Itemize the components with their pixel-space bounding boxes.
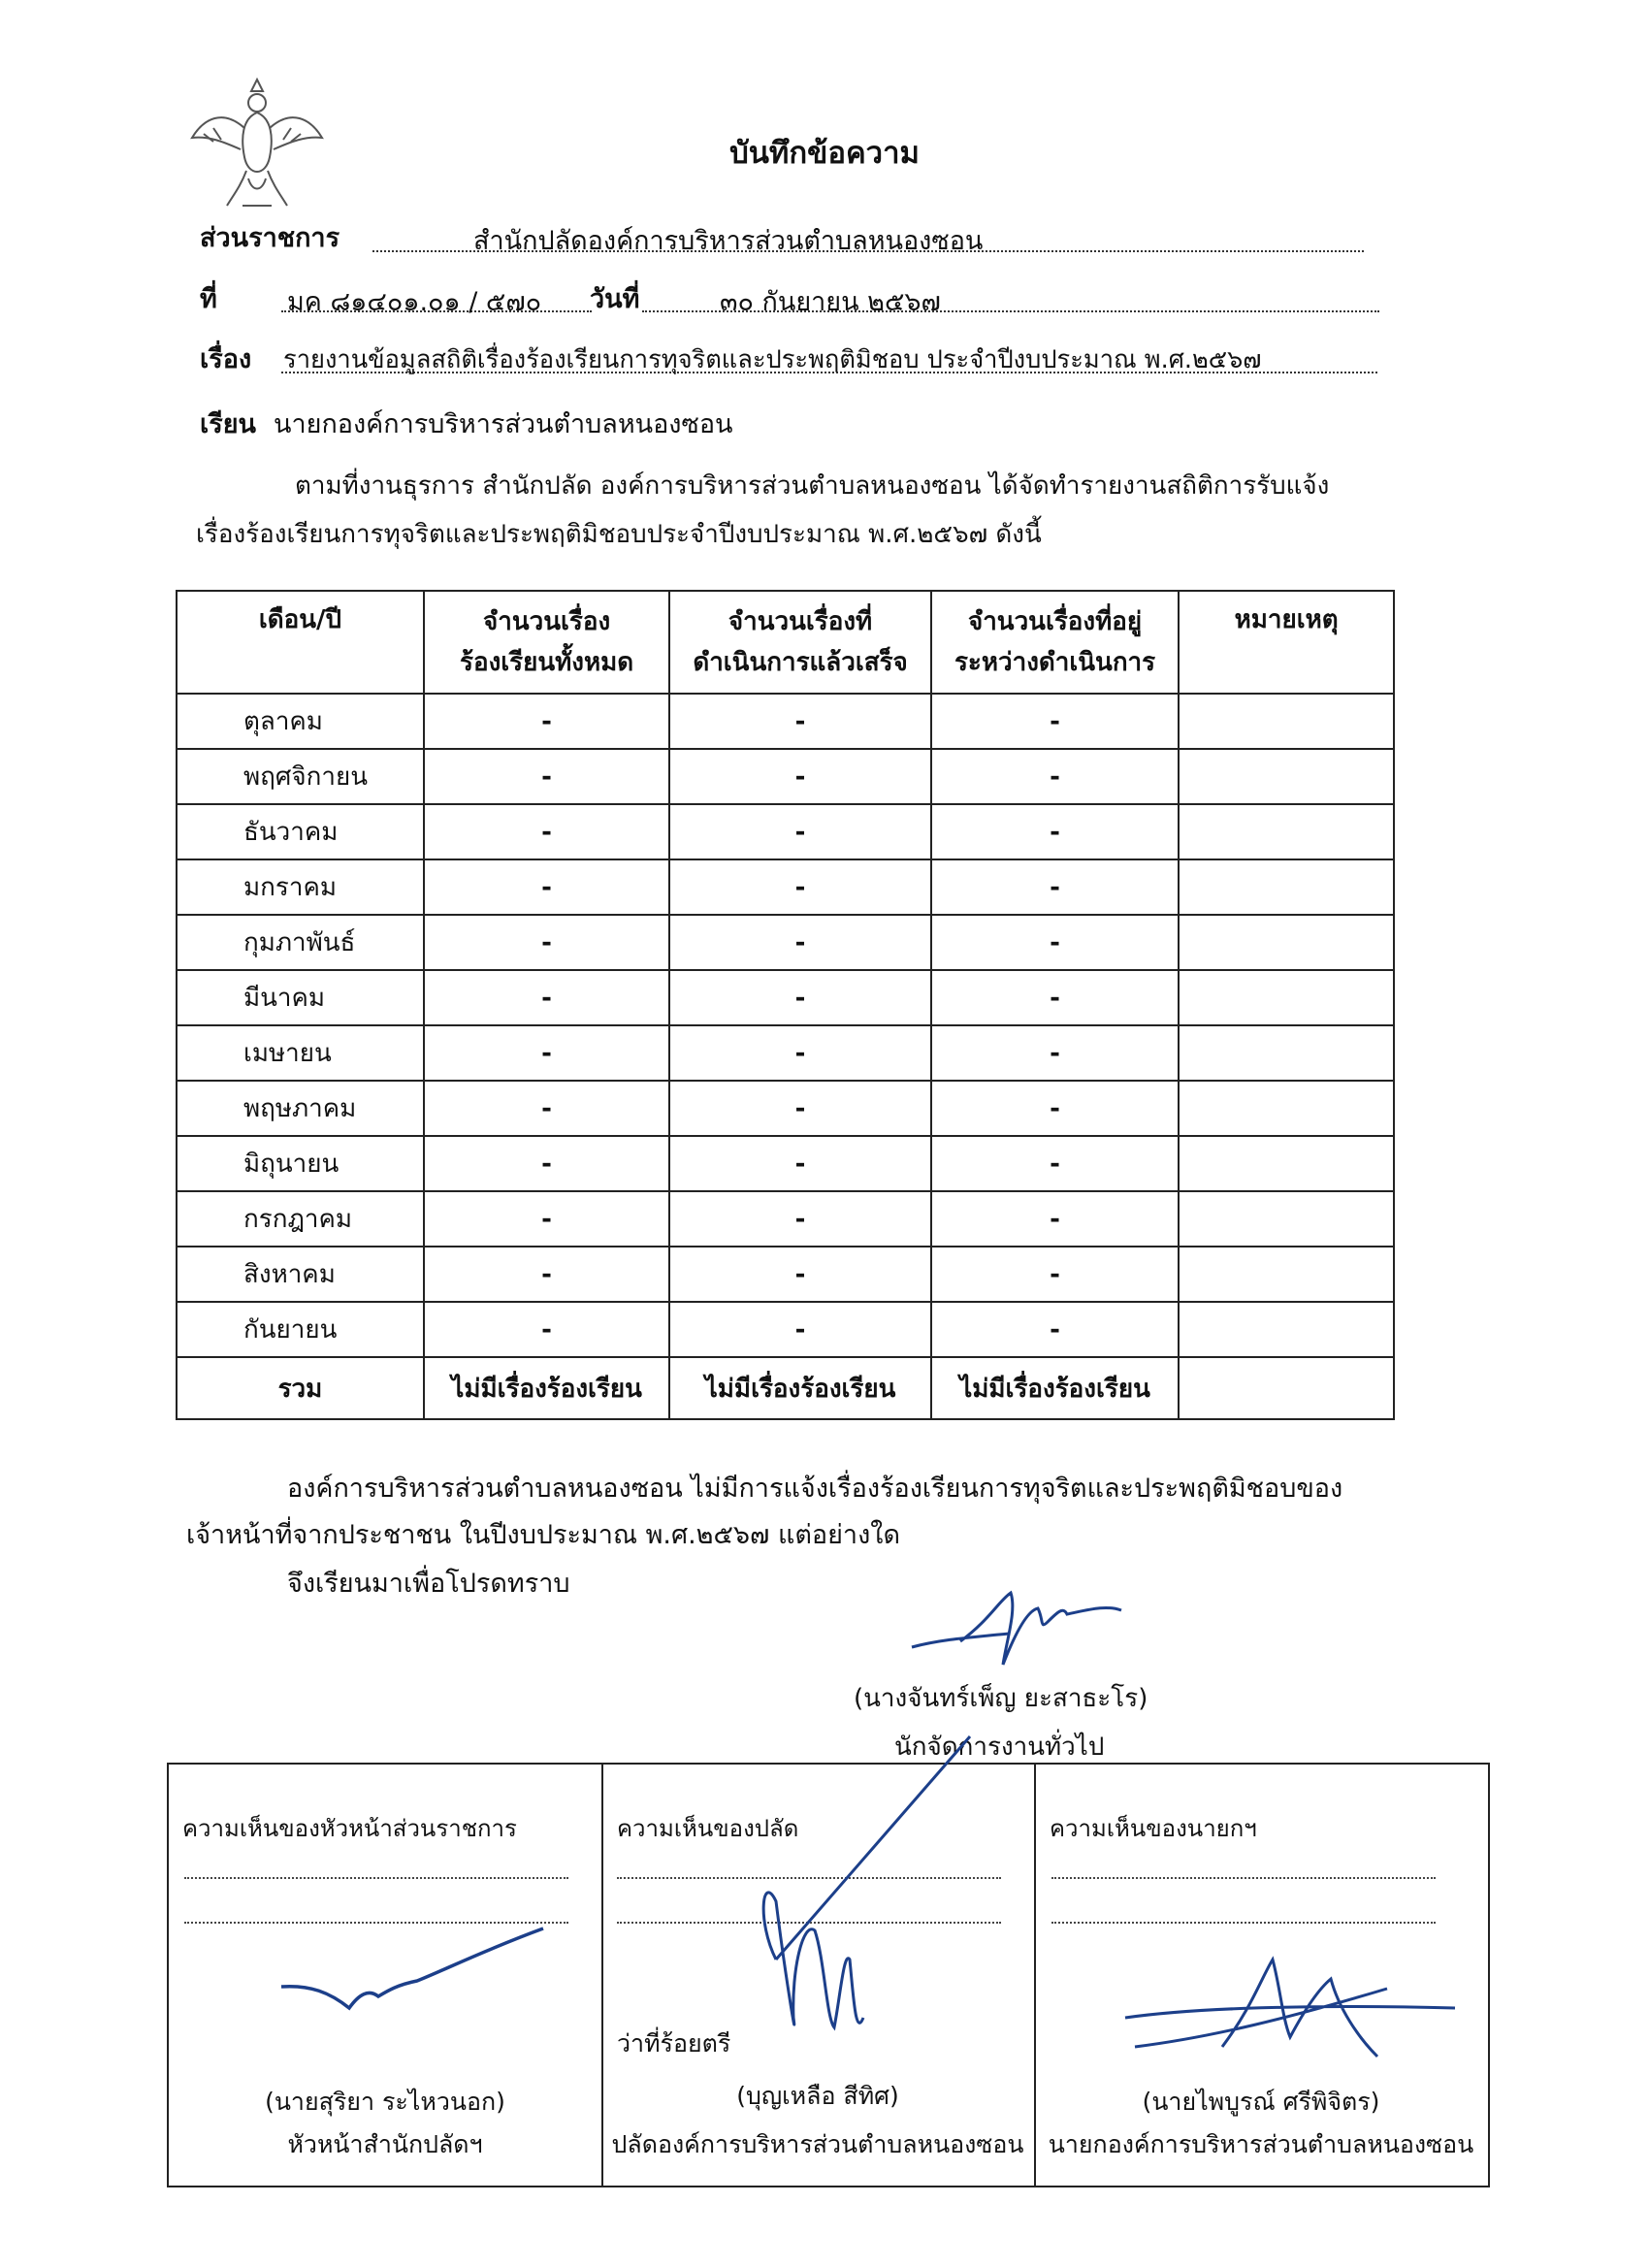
mayor-signature-icon: [1116, 1950, 1465, 2066]
table-row: กุมภาพันธ์ - - -: [177, 915, 1394, 970]
intro-line-1: ตามที่งานธุรการ สำนักปลัด องค์การบริหารส่วนตำบลหนองซอน ได้จัดทำรายงานสถิติการรับแจ้ง: [295, 471, 1330, 501]
table-row: ธันวาคม - - -: [177, 804, 1394, 859]
dept-label: ส่วนราชการ: [200, 223, 340, 253]
table-row: ตุลาคม - - -: [177, 694, 1394, 749]
signer-signature-icon: [902, 1571, 1125, 1678]
table-row: กันยายน - - -: [177, 1302, 1394, 1357]
header-done: จำนวนเรื่องที่ ดำเนินการแล้วเสร็จ: [669, 591, 930, 694]
opinion-line: [1051, 1922, 1436, 1924]
memo-title: บันทึกข้อความ: [729, 136, 920, 171]
ref-value: มค ๘๑๔๐๑.๐๑ / ๕๗๐: [287, 287, 542, 317]
ref-label: ที่: [200, 284, 217, 314]
table-summary-row: [177, 1357, 1394, 1419]
deputy-signature-icon: [543, 1727, 1009, 2076]
table-row: มีนาคม - - -: [177, 970, 1394, 1025]
summary-note: [1179, 1357, 1394, 1419]
table-row: มิถุนายน - - -: [177, 1136, 1394, 1191]
closing-text: จึงเรียนมาเพื่อโปรดทราบ: [287, 1569, 570, 1599]
signer-name: (นางจันทร์เพ็ญ ยะสาธะโร): [854, 1684, 1148, 1713]
complaint-stats-table: [176, 590, 1395, 1420]
opinion-rank-deputy: ว่าที่ร้อยตรี: [617, 2029, 731, 2057]
table-row: กรกฎาคม - - -: [177, 1191, 1394, 1247]
summary-done: ไม่มีเรื่องร้องเรียน: [669, 1357, 930, 1419]
summary-total: ไม่มีเรื่องร้องเรียน: [424, 1357, 670, 1419]
table-row: มกราคม - - -: [177, 859, 1394, 915]
signer-position: นักจัดการงานทั่วไป: [894, 1733, 1105, 1762]
opinion-position-deputy: ปลัดองค์การบริหารส่วนตำบลหนองซอน: [611, 2130, 1024, 2158]
opinion-position-head: หัวหน้าสำนักปลัดฯ: [287, 2130, 483, 2158]
table-row: เมษายน - - -: [177, 1025, 1394, 1081]
opinion-name-head: (นายสุริยา ระไหวนอก): [265, 2088, 505, 2116]
to-label: เรียน: [200, 409, 257, 439]
date-label: วันที่: [590, 284, 640, 314]
opinion-position-mayor: นายกองค์การบริหารส่วนตำบลหนองซอน: [1048, 2130, 1474, 2158]
opinion-title-mayor: ความเห็นของนายกฯ: [1050, 1815, 1257, 1842]
opinion-line: [1051, 1877, 1436, 1879]
dept-value: สำนักปลัดองค์การบริหารส่วนตำบลหนองซอน: [473, 226, 984, 256]
header-total: จำนวนเรื่อง ร้องเรียนทั้งหมด: [424, 591, 670, 694]
conclusion-line-2: เจ้าหน้าที่จากประชาชน ในปีงบประมาณ พ.ศ.๒๕๖๗ แต่อย่างใด: [186, 1520, 900, 1550]
table-row: สิงหาคม - - -: [177, 1247, 1394, 1302]
subject-label: เรื่อง: [200, 344, 252, 374]
table-row: พฤษภาคม - - -: [177, 1081, 1394, 1136]
table-row: พฤศจิกายน - - -: [177, 749, 1394, 804]
subject-value: รายงานข้อมูลสถิติเรื่องร้องเรียนการทุจริตและประพฤติมิชอบ ประจำปีงบประมาณ พ.ศ.๒๕๖๗: [283, 345, 1262, 374]
header-pending: จำนวนเรื่องที่อยู่ ระหว่างดำเนินการ: [931, 591, 1180, 694]
header-month: เดือน/ปี: [177, 591, 424, 694]
opinion-name-deputy: (บุญเหลือ สีทิศ): [736, 2082, 899, 2110]
intro-line-2: เรื่องร้องเรียนการทุจริตและประพฤติมิชอบประจำปีงบประมาณ พ.ศ.๒๕๖๗ ดังนี้: [196, 520, 1042, 549]
summary-label: รวม: [177, 1357, 424, 1419]
to-value: นายกองค์การบริหารส่วนตำบลหนองซอน: [274, 409, 733, 439]
conclusion-line-1: องค์การบริหารส่วนตำบลหนองซอน ไม่มีการแจ้งเรื่องร้องเรียนการทุจริตและประพฤติมิชอบของ: [287, 1474, 1343, 1504]
opinion-line: [184, 1877, 568, 1879]
opinion-title-head: ความเห็นของหัวหน้าส่วนราชการ: [182, 1815, 517, 1842]
date-value: ๓๐ กันยายน ๒๕๖๗: [720, 287, 941, 317]
head-signature-icon: [252, 1901, 563, 2037]
opinion-name-mayor: (นายไพบูรณ์ ศรีพิจิตร): [1142, 2088, 1380, 2116]
header-note: หมายเหตุ: [1179, 591, 1394, 694]
table-header-row: [177, 591, 1394, 694]
summary-pending: ไม่มีเรื่องร้องเรียน: [931, 1357, 1180, 1419]
opinion-title-deputy: ความเห็นของปลัด: [617, 1815, 799, 1842]
